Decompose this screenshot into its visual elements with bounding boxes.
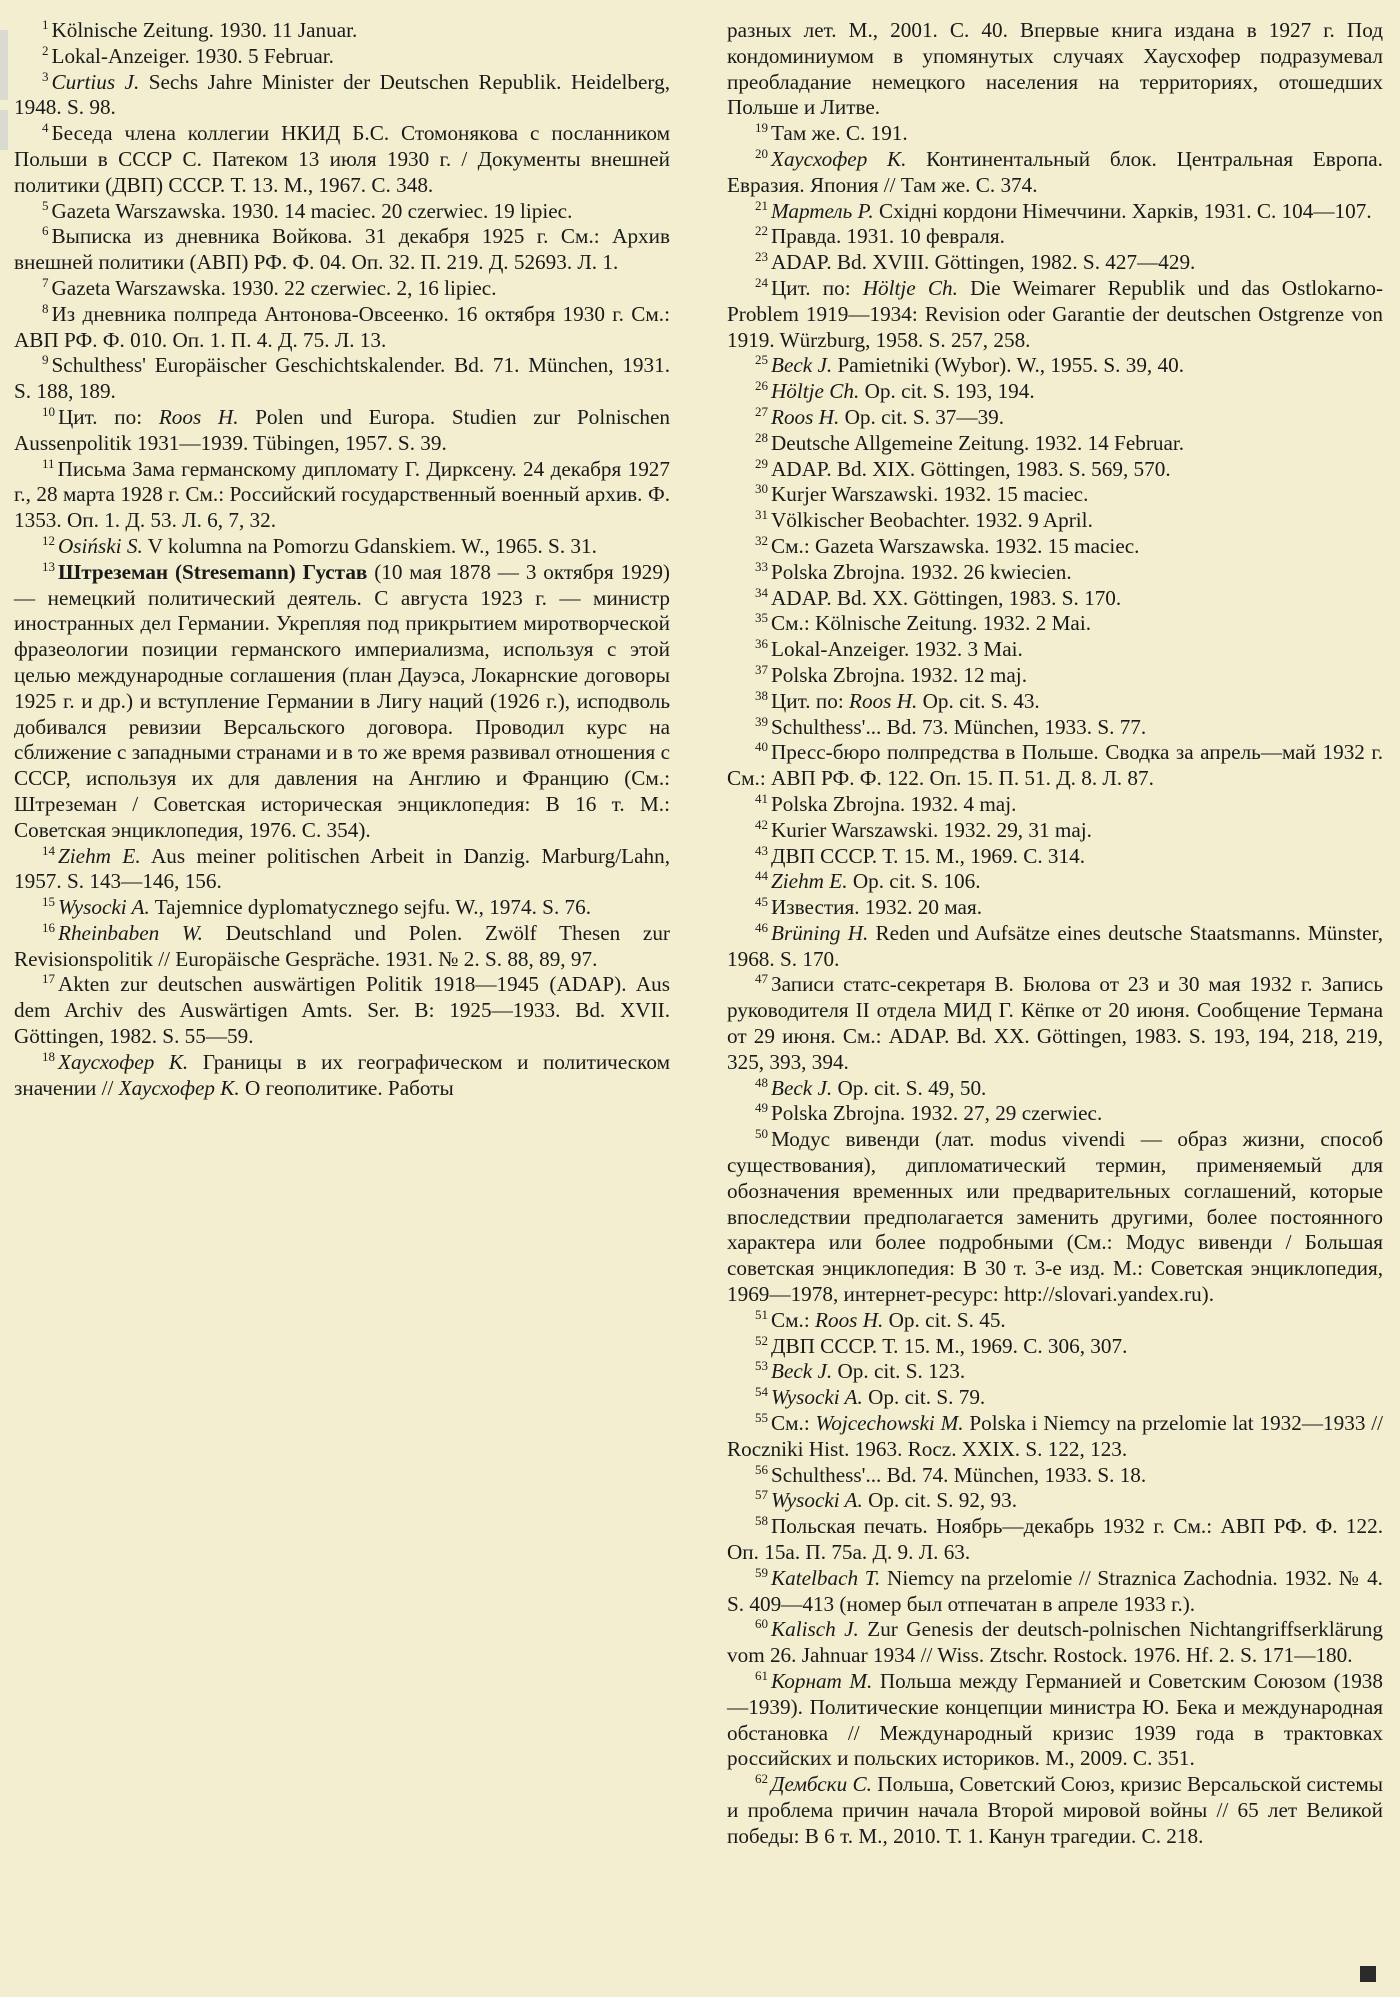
footnote-author: Wojcechowski M. [815, 1411, 964, 1436]
footnote-number: 55 [755, 1410, 768, 1426]
footnote-text: ADAP. Bd. XIX. Göttingen, 1983. S. 569, 570. [771, 456, 1171, 481]
footnote [727, 740, 1383, 792]
footnote-author: Osiński S. [58, 533, 143, 558]
footnote-text: Reden und Aufsätze eines deutsche Staatsmanns. Münster, 1968. S. 170. [727, 920, 1384, 971]
footnote-author: Beck J. [771, 1359, 833, 1384]
footnote-number: 16 [42, 919, 55, 935]
footnote-number: 46 [755, 919, 768, 935]
footnote [727, 276, 1383, 353]
footnote [727, 353, 1383, 379]
footnote-text: Schulthess'... Bd. 74. München, 1933. S. 18. [771, 1462, 1147, 1487]
footnote-text: ADAP. Bd. XVIII. Göttingen, 1982. S. 427—429. [771, 250, 1196, 275]
footnote-text: См.: Gazeta Warszawska. 1932. 15 maciec. [771, 533, 1140, 558]
footnote-text: (10 мая 1878 — 3 октября 1929) — немецкий политический деятель. С августа 1923 г. — министр иностранных дел Германии. Укрепляя под прикрытием миротворческой фразеологии позиции германского империализма, используя с этой целью международные соглашения (план Дауэса, Локарнские договоры 1925 г. и др.) и вступление Германии в Лигу наций (1926 г.), исподволь добивался ревизии Версальского договора. Проводил курс на сближение с западными странами и в то же время развивал отношения с СССР, используя их для давления на Англию и Францию (См.: Штреземан / Советская историческая энциклопедия: В 16 т. М.: Советская энциклопедия, 1976. С. 354). [14, 559, 670, 842]
footnote [727, 431, 1383, 457]
footnote-number: 26 [755, 378, 768, 394]
footnote-number: 60 [755, 1616, 768, 1632]
footnote-author: Curtius J. [51, 69, 140, 94]
footnote-text: Письма Зама германскому дипломату Г. Дирксену. 24 декабря 1927 г., 28 марта 1928 г. См.: Российский государственный военный архив. Ф. 1353. Оп. 1. Д. 53. Л. 6, 7, 32. [14, 456, 670, 533]
footnote-number: 9 [42, 352, 49, 368]
footnote-text: Цит. по: [771, 275, 863, 300]
footnote-number: 10 [42, 403, 55, 419]
footnote-author: Хаусхофер К. [58, 1049, 189, 1074]
footnote-text: Polska Zbrojna. 1932. 12 maj. [771, 662, 1027, 687]
footnote-text: Polska Zbrojna. 1932. 4 maj. [771, 791, 1017, 816]
footnote-number: 30 [755, 481, 768, 497]
footnote-text: Op. cit. S. 92, 93. [862, 1488, 1017, 1513]
footnote-number: 29 [755, 455, 768, 471]
footnote [727, 895, 1383, 921]
footnote-number: 14 [42, 842, 55, 858]
footnote [14, 121, 670, 198]
footnote [727, 1566, 1383, 1618]
footnote [727, 1076, 1383, 1102]
footnote-author: Хаусхофер К. [118, 1075, 240, 1100]
footnote-text: Выписка из дневника Войкова. 31 декабря 1925 г. См.: Архив внешней политики (АВП) РФ. Ф. 04. Оп. 32. П. 219. Д. 52693. Л. 1. [14, 224, 670, 275]
footnote-number: 59 [755, 1564, 768, 1580]
footnote-number: 22 [755, 223, 768, 239]
footnote-text: Op. cit. S. 123. [832, 1359, 966, 1384]
footnote [727, 1334, 1383, 1360]
footnote-text: См.: [771, 1307, 816, 1332]
footnote-text: Polen und Europa. Studien zur Polnischen Aussenpolitik 1931—1939. Tübingen, 1957. S. 39. [14, 404, 670, 455]
footnote-text: Op. cit. S. 43. [917, 688, 1040, 713]
footnote-text: Gazeta Warszawska. 1930. 14 maciec. 20 czerwiec. 19 lipiec. [51, 198, 573, 223]
footnote-number: 47 [755, 971, 768, 987]
footnote-number: 52 [755, 1332, 768, 1348]
footnote-number: 31 [755, 507, 768, 523]
footnote-number: 43 [755, 842, 768, 858]
footnote-text: Aus meiner politischen Arbeit in Danzig. Marburg/Lahn, 1957. S. 143—146, 156. [14, 843, 670, 894]
footnote [727, 1617, 1383, 1669]
footnote [14, 457, 670, 534]
footnote-text: Polska Zbrojna. 1932. 27, 29 czerwiec. [771, 1101, 1103, 1126]
footnote-author: Roos H. [849, 688, 918, 713]
footnote [727, 250, 1383, 276]
footnote-number: 53 [755, 1358, 768, 1374]
footnote-number: 19 [755, 120, 768, 136]
footnote [727, 844, 1383, 870]
footnote-number: 50 [755, 1126, 768, 1142]
footnote-author: Roos H. [771, 404, 840, 429]
footnote-text: Записи статс-секретаря В. Бюлова от 23 и 30 мая 1932 г. Запись руководителя II отдела МИД Г. Кёпке от 20 июня. Сообщение Термана от 29 июня. См.: ADAP. Bd. XX. Göttingen, 1983. S. 193, 194, 218, 219, 325, 393, 394. [727, 972, 1383, 1074]
footnote [727, 818, 1383, 844]
footnote [14, 224, 670, 276]
footnote-number: 11 [42, 455, 55, 471]
footnote-text: Польша, Советский Союз, кризис Версальской системы и проблема причин начала Второй мировой войны // 65 лет Великой победы: В 6 т. М., 2010. Т. 1. Канун трагедии. С. 218. [727, 1772, 1384, 1848]
footnote-author: Kalisch J. [771, 1617, 859, 1642]
footnote-author: Хаусхофер К. [771, 146, 907, 171]
footnote-number: 58 [755, 1513, 768, 1529]
footnote [14, 560, 670, 844]
footnote-text: Польша между Германией и Советским Союзом (1938—1939). Политические концепции министра Ю. Бека и международная обстановка // Международный кризис 1939 года в трактовках российских и польских историков. М., 2009. С. 351. [727, 1669, 1383, 1771]
footnote [727, 921, 1383, 973]
footnote-text: Op. cit. S. 49, 50. [832, 1075, 987, 1100]
footnote-number: 15 [42, 894, 55, 910]
footnote-text: Polska Zbrojna. 1932. 26 kwiecien. [771, 559, 1072, 584]
footnote [727, 199, 1383, 225]
footnote-number: 24 [755, 274, 768, 290]
footnote-number: 61 [755, 1668, 768, 1683]
footnote-author: Мартель Р. [771, 198, 874, 223]
footnote [727, 457, 1383, 483]
footnote [727, 715, 1383, 741]
footnote-author: Höltje Ch. [862, 275, 958, 300]
footnote [14, 844, 670, 896]
footnote-text: Континентальный блок. Центральная Европа. Евразия. Япония // Там же. С. 374. [727, 146, 1383, 197]
footnote-continuation [727, 18, 1383, 121]
footnote-author: Wysocki A. [58, 895, 150, 920]
footnote-number: 27 [755, 403, 768, 419]
footnote-text: разных лет. М., 2001. С. 40. Впервые книга издана в 1927 г. Под кондоминиумом в упомянутых случаях Хаусхофер подразумевал преобладание немецкого населения на территориях, отошедших Польше и Литве. [727, 18, 1383, 120]
footnote-text: Op. cit. S. 79. [862, 1385, 986, 1410]
footnote [14, 18, 670, 44]
footnote-author: Katelbach T. [771, 1565, 881, 1590]
footnote-text: Schulthess'... Bd. 73. München, 1933. S. 77. [771, 714, 1147, 739]
footnote [14, 972, 670, 1049]
footnote [727, 869, 1383, 895]
footnote-text: Цит. по: [771, 688, 850, 713]
footnote [727, 1101, 1383, 1127]
footnote-number: 39 [755, 713, 768, 729]
footnote-text: Op. cit. S. 37—39. [839, 404, 1005, 429]
footnote-text: Akten zur deutschen auswärtigen Politik 1918—1945 (ADAP). Aus dem Archiv des Auswärtigen Amts. Ser. B: 1925—1933. Bd. XVII. Göttingen, 1982. S. 55—59. [14, 972, 670, 1049]
footnote-author: Корнат М. [771, 1669, 873, 1693]
footnote-author: Brüning H. [771, 920, 869, 945]
footnote-number: 28 [755, 429, 768, 445]
footnote-text: Польская печать. Ноябрь—декабрь 1932 г. См.: АВП РФ. Ф. 122. Оп. 15а. П. 75а. Д. 9. Л. 63. [727, 1514, 1383, 1565]
footnote [14, 534, 670, 560]
footnote-number: 34 [755, 584, 768, 600]
footnote-text: Беседа члена коллегии НКИД Б.С. Стомонякова с посланником Польши в СССР С. Патеком 13 июля 1930 г. / Документы внешней политики (ДВП) СССР. Т. 13. М., 1967. С. 348. [14, 121, 670, 197]
footnote-number: 51 [755, 1306, 768, 1322]
footnote-number: 4 [42, 120, 49, 136]
footnote-number: 6 [42, 223, 49, 239]
footnote [727, 663, 1383, 689]
footnote-number: 45 [755, 894, 768, 910]
footnote [727, 534, 1383, 560]
footnote-number: 38 [755, 687, 768, 703]
footnote-number: 42 [755, 816, 768, 832]
footnote [727, 1127, 1383, 1308]
footnote-term: Штреземан (Stresemann) Густав [58, 559, 368, 584]
footnote-text: Deutsche Allgemeine Zeitung. 1932. 14 Februar. [771, 430, 1185, 455]
footnote [727, 1411, 1383, 1463]
footnote [727, 1308, 1383, 1334]
footnote-number: 23 [755, 249, 768, 265]
footnote-text: Pamietniki (Wybor). W., 1955. S. 39, 40. [832, 353, 1184, 378]
footnote-text: Die Weimarer Republik und das Ostlokarno-Problem 1919—1934: Revision oder Garantie der deutschen Ostgrenze von 1919. Würzburg, 1958. S. 257, 258. [727, 275, 1384, 352]
footnote [727, 379, 1383, 405]
footnote-author: Ziehm E. [771, 869, 848, 894]
footnote-number: 20 [755, 145, 768, 161]
footnote [14, 405, 670, 457]
footnote-number: 8 [42, 300, 49, 316]
footnote-author: Beck J. [771, 353, 833, 378]
footnote-number: 48 [755, 1074, 768, 1090]
footnote-number: 40 [755, 739, 768, 755]
footnote-author: Ziehm E. [58, 843, 141, 868]
footnote-number: 13 [42, 558, 55, 574]
footnote-number: 41 [755, 790, 768, 806]
footnote-number: 37 [755, 661, 768, 677]
footnote-number: 25 [755, 352, 768, 368]
footnote-text: Пресс-бюро полпредства в Польше. Сводка за апрель—май 1932 г. См.: АВП РФ. Ф. 122. Оп. 15. П. 51. Д. 8. Л. 87. [727, 740, 1383, 791]
footnote-text: Gazeta Warszawska. 1930. 22 czerwiec. 2, 16 lipiec. [51, 275, 497, 300]
footnote-text: Известия. 1932. 20 мая. [771, 895, 982, 920]
footnote [727, 611, 1383, 637]
footnote-text: Polska i Niemcy na przelomie lat 1932—1933 // Roczniki Hist. 1963. Rocz. XXIX. S. 122, 123. [727, 1411, 1383, 1461]
footnote-text: Модус вивенди (лат. modus vivendi — образ жизни, способ существования), дипломатический термин, применяемый для обозначения временных или предварительных соглашений, которые впоследствии предполагается заменить другими, более постоянного характера или более подробными (См.: Модус вивенди / Большая советская энциклопедия: В 30 т. 3-е изд. М.: Советская энциклопедия, 1969—1978, интернет-ресурс: http://slovari.yandex.ru). [727, 1127, 1383, 1307]
footnote-number: 62 [755, 1771, 768, 1787]
footnote [14, 1050, 670, 1102]
footnote-text: Цит. по: [58, 404, 159, 429]
footnote [727, 121, 1383, 147]
footnote-text: Правда. 1931. 10 февраля. [771, 224, 1005, 249]
footnote-number: 35 [755, 610, 768, 626]
footnote [14, 895, 670, 921]
footnote-text: См.: Kölnische Zeitung. 1932. 2 Mai. [771, 611, 1092, 636]
footnote [14, 199, 670, 225]
footnote [14, 353, 670, 405]
footnote-text: Schulthess' Europäischer Geschichtskalender. Bd. 71. München, 1931. S. 188, 189. [14, 353, 670, 404]
footnote [727, 1463, 1383, 1489]
footnote-number: 18 [42, 1048, 55, 1064]
footnote-number: 3 [42, 68, 49, 84]
footnote-number: 21 [755, 197, 768, 213]
footnote-text: Kurjer Warszawski. 1932. 15 maciec. [771, 482, 1089, 507]
footnote-number: 57 [755, 1487, 768, 1503]
footnote [727, 1385, 1383, 1411]
footnote-number: 56 [755, 1461, 768, 1477]
end-of-section-mark [1360, 1966, 1376, 1982]
footnote-text: Tajemnice dyplomatycznego sejfu. W., 1974. S. 76. [149, 895, 592, 920]
footnote-number: 33 [755, 558, 768, 574]
footnote-text: См.: [771, 1411, 816, 1436]
footnote-number: 2 [42, 42, 49, 58]
footnote [14, 302, 670, 354]
footnote-author: Wysocki A. [771, 1488, 863, 1513]
footnote-number: 1 [42, 17, 49, 32]
footnotes-left-column [14, 18, 670, 1101]
footnote-text: Völkischer Beobachter. 1932. 9 April. [771, 508, 1093, 533]
footnote-text: ДВП СССР. Т. 15. М., 1969. С. 314. [771, 843, 1086, 868]
footnote [727, 689, 1383, 715]
footnote-author: Beck J. [771, 1075, 833, 1100]
footnote-text: Sechs Jahre Minister der Deutschen Republik. Heidelberg, 1948. S. 98. [14, 69, 670, 120]
footnote [14, 921, 670, 973]
footnote-number: 44 [755, 868, 768, 884]
footnote-text: Східні кордони Німеччини. Харків, 1931. С. 104—107. [873, 198, 1372, 223]
footnote [727, 637, 1383, 663]
footnote [727, 224, 1383, 250]
footnote [727, 147, 1383, 199]
footnote-text: Kurier Warszawski. 1932. 29, 31 maj. [771, 817, 1092, 842]
footnote [727, 560, 1383, 586]
footnote-text: ДВП СССР. Т. 15. М., 1969. С. 306, 307. [771, 1333, 1128, 1358]
footnote-author: Roos H. [158, 404, 239, 429]
scan-margin-artifact [0, 30, 8, 100]
footnote-author: Rheinbaben W. [58, 920, 203, 945]
footnote-text: Niemcy na przelomie // Straznica Zachodnia. 1932. № 4. S. 409—413 (номер был отпечатан в апреле 1933 г.). [727, 1565, 1383, 1616]
footnote-text: Deutschland und Polen. Zwölf Thesen zur Revisionspolitik // Europäische Gespräche. 1931. № 2. S. 88, 89, 97. [14, 920, 670, 971]
footnote-number: 36 [755, 636, 768, 652]
footnote-text: Kölnische Zeitung. 1930. 11 Januar. [51, 18, 358, 42]
footnote-text: Lokal-Anzeiger. 1930. 5 Februar. [51, 43, 334, 68]
footnote-text: Из дневника полпреда Антонова-Овсеенко. 16 октября 1930 г. См.: АВП РФ. Ф. 010. Оп. 1. П. 4. Д. 75. Л. 13. [14, 301, 670, 352]
footnote-number: 32 [755, 532, 768, 548]
footnote-author: Höltje Ch. [771, 379, 860, 404]
footnote-text: Границы в их географическом и политическом значении // [14, 1049, 670, 1100]
footnote-text: Zur Genesis der deutsch-polnischen Nichtangriffserklärung vom 26. Jahnuar 1934 // Wiss. Ztschr. Rostock. 1976. Hf. 2. S. 171—180. [727, 1617, 1383, 1668]
footnote [727, 405, 1383, 431]
footnote-text: Там же. С. 191. [771, 121, 908, 146]
scan-margin-artifact [0, 110, 8, 150]
footnote-number: 17 [42, 971, 55, 987]
footnote [727, 1488, 1383, 1514]
footnote-number: 54 [755, 1384, 768, 1400]
footnote-author: Wysocki A. [771, 1385, 863, 1410]
footnote [727, 1669, 1383, 1772]
footnote-text: Lokal-Anzeiger. 1932. 3 Mai. [771, 637, 1023, 662]
footnote [727, 586, 1383, 612]
footnote-number: 49 [755, 1100, 768, 1116]
footnote [727, 1772, 1383, 1849]
footnote [727, 1359, 1383, 1385]
footnote-text: Op. cit. S. 106. [847, 869, 981, 894]
footnote-number: 7 [42, 274, 49, 290]
footnote-author: Дембски С. [771, 1772, 872, 1797]
footnote-author: Roos H. [815, 1307, 884, 1332]
footnote-text: О геополитике. Работы [239, 1075, 454, 1100]
footnote [14, 276, 670, 302]
footnote [727, 972, 1383, 1075]
footnote-number: 5 [42, 197, 49, 213]
footnotes-right-column [727, 18, 1383, 1850]
footnote [14, 70, 670, 122]
footnote [727, 508, 1383, 534]
footnote-text: ADAP. Bd. XX. Göttingen, 1983. S. 170. [771, 585, 1122, 610]
footnote [727, 482, 1383, 508]
footnote-number: 12 [42, 532, 55, 548]
footnote [727, 1514, 1383, 1566]
footnote [727, 792, 1383, 818]
footnote-text: V kolumna na Pomorzu Gdanskiem. W., 1965. S. 31. [142, 533, 597, 558]
footnote [14, 44, 670, 70]
footnote-text: Op. cit. S. 193, 194. [859, 379, 1035, 404]
footnote-text: Op. cit. S. 45. [883, 1307, 1006, 1332]
